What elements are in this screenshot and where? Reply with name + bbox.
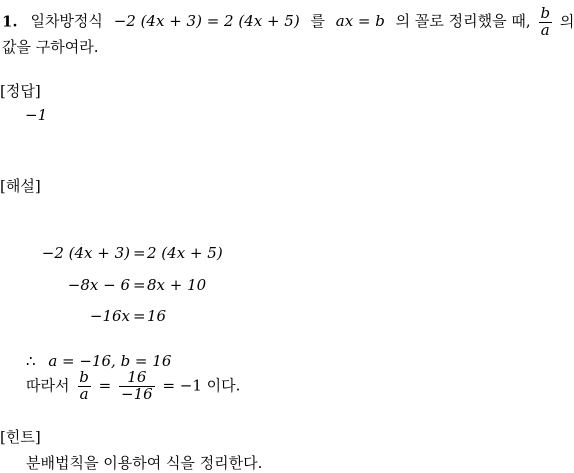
- final-line: [26, 370, 240, 403]
- step-2-equals: =: [133, 276, 146, 294]
- problem-line-1: [2, 6, 574, 39]
- problem-fraction-den: a: [540, 20, 550, 39]
- therefore-symbol: ∴: [26, 352, 36, 370]
- solution-header: [해설]: [0, 177, 41, 195]
- final-result: = −1 이다.: [162, 376, 241, 395]
- problem-fraction: [538, 6, 552, 39]
- final-fraction-2: [119, 370, 155, 403]
- step-3-equals: =: [133, 307, 146, 325]
- hint-header: [힌트]: [0, 428, 41, 446]
- problem-text-1: 일차방정식: [30, 12, 103, 31]
- problem-line-2: 값을 구하여라.: [2, 38, 99, 56]
- answer-value: −1: [25, 106, 48, 124]
- step-2-lhs: −8x − 6: [67, 276, 130, 294]
- problem-text-4: 의: [559, 12, 574, 31]
- final-fraction-1-num: b: [79, 368, 89, 386]
- final-fraction-1: [77, 370, 91, 403]
- hint-text: 분배법칙을 이용하여 식을 정리한다.: [26, 454, 263, 472]
- step-2-rhs: 8x + 10: [147, 276, 207, 294]
- problem-form: ax = b: [335, 12, 385, 31]
- final-fraction-1-den: a: [79, 384, 89, 403]
- final-fraction-2-den: −16: [121, 384, 153, 403]
- step-1-lhs: −2 (4x + 3): [41, 244, 130, 262]
- conclusion-values: a = −16, b = 16: [48, 352, 172, 370]
- final-prefix: 따라서: [26, 376, 70, 395]
- problem-equation: −2 (4x + 3) = 2 (4x + 5): [113, 12, 300, 31]
- problem-fraction-num: b: [540, 4, 551, 22]
- step-1-rhs: 2 (4x + 5): [147, 244, 223, 262]
- problem-text-2: 를: [310, 12, 325, 31]
- step-1-equals: =: [133, 244, 146, 262]
- step-3-rhs: 16: [147, 307, 167, 325]
- final-fraction-2-num: 16: [127, 368, 147, 386]
- problem-text-3: 의 꼴로 정리했을 때,: [395, 12, 531, 31]
- conclusion-line: [26, 352, 171, 370]
- problem-number: 1.: [2, 12, 18, 31]
- final-equals: =: [98, 376, 112, 395]
- step-3-lhs: −16x: [89, 307, 130, 325]
- answer-header: [정답]: [0, 82, 41, 100]
